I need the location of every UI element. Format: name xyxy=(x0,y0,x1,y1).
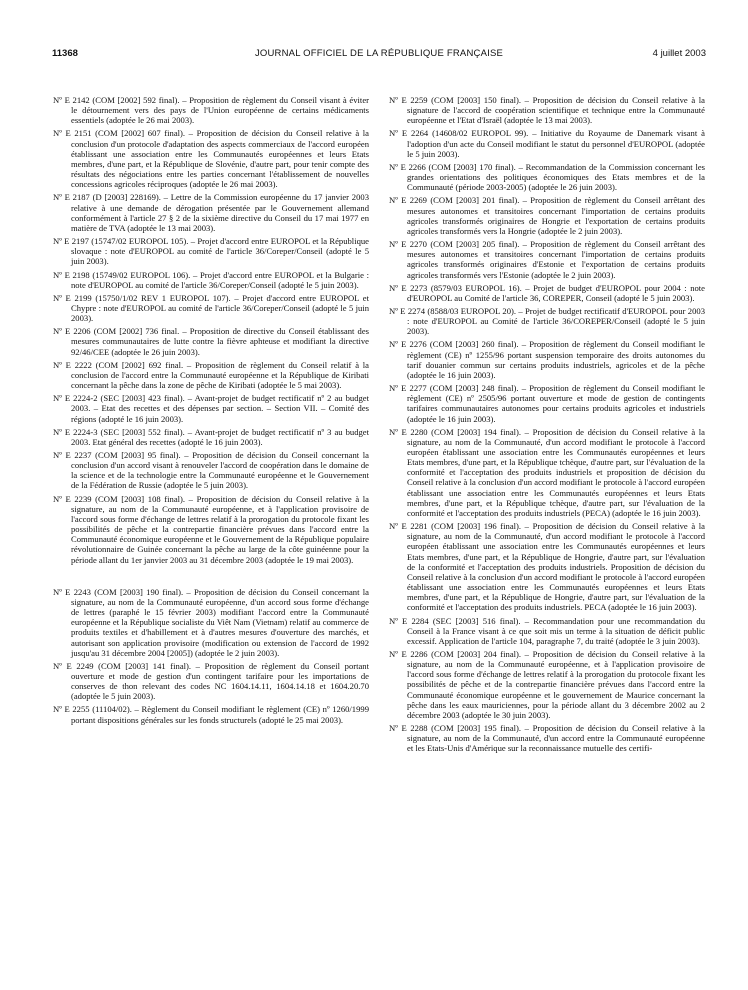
entry: Nº E 2266 (COM [2003] 170 final). – Recommandation de la Commission concernant les grandes orientations des politiques économiques des Etats membres et de la Communauté (période 2003-2005) (adoptée le 26 juin 2003). xyxy=(389,161,705,193)
entry: Nº E 2199 (15750/1/02 REV 1 EUROPOL 107). – Projet d'accord entre EUROPOL et Chypre : note d'EUROPOL au comité de l'article 36/Coreper/Conseil (adopté le 5 juin 2003). xyxy=(53,292,369,324)
entry: Nº E 2239 (COM [2003] 108 final). – Proposition de décision du Conseil relative à la signature, au nom de la Communauté européenne, et à l'application provisoire de l'accord sous forme d'échange de lettres relatif à la prorogation du protocole fixant les possibilités de pêche et la contrepartie financière prévues dans l'accord entre la Communauté économique européenne et le Gouvernement de la République populaire révolutionnaire de Guinée concernant la pêche au large de la côte guinéenne pour la période allant du 1er janvier 2003 au 31 décembre 2003 (adoptée le 19 mai 2003). xyxy=(53,493,369,565)
page-number: 11368 xyxy=(52,48,78,59)
entry: Nº E 2264 (14608/02 EUROPOL 99). – Initiative du Royaume de Danemark visant à l'adoption d'un acte du Conseil modifiant le statut du personnel d'EUROPOL (adoptée le 5 juin 2003). xyxy=(389,128,705,159)
entry: Nº E 2243 (COM [2003] 190 final). – Proposition de décision du Conseil concernant la signature, au nom de la Communauté européenne, d'un accord sous forme d'échange de lettres (paraphé le 15 février 2003) modifiant l'accord entre la Communauté européenne et la République socialiste du Viêt Nam (Vietnam) relatif au commerce de produits textiles et d'habillement et à d'autres mesures d'ouverture des marchés, et autorisant son application provisoire (modification ou extension de l'accord de 1992 jusqu'au 31 décembre 2004 [2005]) (adoptée le 2 juin 2003). xyxy=(53,586,369,658)
entry: Nº E 2206 (COM [2002] 736 final. – Proposition de directive du Conseil établissant des mesures communautaires de lutte contre la fièvre aphteuse et modifiant la directive 92/46/CEE (adoptée le 26 juin 2003). xyxy=(53,326,369,357)
entry: Nº E 2276 (COM [2003] 260 final). – Proposition de règlement du Conseil modifiant le règlement (CE) nº 1255/96 portant suspension temporaire des droits autonomes du tarif douanier commun sur certains produits industriels, agricoles et de la pêche (adoptée le 16 juin 2003). xyxy=(389,339,705,380)
page-header xyxy=(52,48,706,64)
entry: Nº E 2269 (COM [2003] 201 final). – Proposition de règlement du Conseil arrêtant des mesures autonomes et transitoires concernant l'importation de certains produits agricoles transformés originaires de Hongrie et l'exportation de certains produits agricoles transformés vers la Hongrie (adoptée le 2 juin 2003). xyxy=(389,195,705,236)
entry: Nº E 2280 (COM [2003] 194 final). – Proposition de décision du Conseil relative à la signature, au nom de la Communauté, d'un accord modifiant le protocole à l'accord européen établissant une association entre les Communautés européennes et leurs Etats membres, d'une part, et la République tchèque, d'autre part, sur l'évaluation de la conformité et l'acceptation des produits industriels et proposition de décision du Conseil relative à la conclusion d'un accord modifiant le protocole à l'accord européen établissant une association entre les Communautés européennes et leurs Etats membres, d'une part, et la République tchèque, d'autre part, sur l'évaluation de la conformité et l'acceptation des produits industriels (PECA) (adoptée le 16 juin 2003). xyxy=(389,426,705,518)
entry: Nº E 2288 (COM [2003] 195 final). – Proposition de décision du Conseil relative à la signature, au nom de la Communauté, d'un accord entre la Communauté européenne et les Etats-Unis d'Amérique sur la reconnaissance mutuelle des certifi- xyxy=(389,723,705,754)
entry: Nº E 2274 (8588/03 EUROPOL 20). – Projet de budget rectificatif d'EUROPOL pour 2003 : note d'EUROPOL au Comité de l'article 36/COREPER/Conseil (adopté le 5 juin 2003). xyxy=(389,305,705,337)
entry: Nº E 2142 (COM [2002] 592 final). – Proposition de règlement du Conseil visant à éviter le détournement vers des pays de l'Union européenne de certains médicaments essentiels (adoptée le 26 mai 2003). xyxy=(53,95,369,126)
left-column xyxy=(53,95,369,728)
entry: Nº E 2198 (15749/02 EUROPOL 106). – Projet d'accord entre EUROPOL et la Bulgarie : note d'EUROPOL au comité de l'article 36/Coreper/Conseil (adopté le 5 juin 2003). xyxy=(53,269,369,290)
entry: Nº E 2222 (COM [2002] 692 final. – Proposition de règlement du Conseil relatif à la conclusion de l'accord entre la Communauté européenne et la République de Kiribati concernant la pêche dans la zone de pêche de Kiribati (adoptée le 5 mai 2003). xyxy=(53,359,369,391)
entry: Nº E 2286 (COM [2003] 204 final). – Proposition de décision du Conseil relative à la signature, au nom de la Communauté européenne, et à l'application provisoire de l'accord sous forme d'échange de lettres relatif à la prorogation du protocole fixant les possibilités de pêche et de la contrepartie financière prévues dans l'accord entre la Communauté économique européenne et le gouvernement de Maurice concernant la pêche dans les eaux mauriciennes, pour la période allant du 3 décembre 2002 au 2 décembre 2003 (adoptée le 30 juin 2003). xyxy=(389,648,705,720)
entry: Nº E 2270 (COM [2003] 205 final). – Proposition de règlement du Conseil arrêtant des mesures autonomes et transitoires concernant l'importation de certains produits agricoles transformés originaires d'Estonie et l'exportation de certains produits agricoles transformés vers l'Estonie (adoptée le 2 juin 2003). xyxy=(389,239,705,280)
entry: Nº E 2273 (8579/03 EUROPOL 16). – Projet de budget d'EUROPOL pour 2004 : note d'EUROPOL au Comité de l'article 36, COREPER, Conseil (adopté le 5 juin 2003). xyxy=(389,282,705,303)
entry: Nº E 2197 (15747/02 EUROPOL 105). – Projet d'accord entre EUROPOL et la République slovaque : note d'EUROPOL au comité de l'article 36/Coreper/Conseil (adopté le 5 juin 2003). xyxy=(53,236,369,267)
journal-title: JOURNAL OFFICIEL DE LA RÉPUBLIQUE FRANÇAISE xyxy=(254,48,504,59)
right-column xyxy=(389,95,705,757)
entry: Nº E 2277 (COM [2003] 248 final). – Proposition de règlement du Conseil modifiant le règlement (CE) nº 2505/96 portant ouverture et mode de gestion de contingents tarifaires communautaires autonomes pour certains produits agricoles et industriels (adoptée le 16 juin 2003). xyxy=(389,383,705,424)
entry: Nº E 2224-3 (SEC [2003] 552 final). – Avant-projet de budget rectificatif nº 3 au budget 2003. Etat général des recettes (adopté le 16 juin 2003). xyxy=(53,426,369,447)
entry: Nº E 2255 (11104/02). – Règlement du Conseil modifiant le règlement (CE) nº 1260/1999 portant dispositions générales sur les fonds structurels (adopté le 25 mai 2003). xyxy=(53,704,369,725)
entry: Nº E 2284 (SEC [2003] 516 final). – Recommandation pour une recommandation du Conseil à la France visant à ce que soit mis un terme à la situation de déficit public excessif. Application de l'article 104, paragraphe 7, du traité (adoptée le 3 juin 2003). xyxy=(389,615,705,646)
publication-date: 4 juillet 2003 xyxy=(652,48,706,59)
entry: Nº E 2237 (COM [2003] 95 final). – Proposition de décision du Conseil concernant la conclusion d'un accord visant à renouveler l'accord de coopération dans le domaine de la science et de la technologie entre la Communauté européenne et le Gouvernement de la Fédération de Russie (adoptée le 5 juin 2003). xyxy=(53,450,369,491)
entry: Nº E 2224-2 (SEC [2003] 423 final). – Avant-projet de budget rectificatif nº 2 au budget 2003. – Etat des recettes et des dépenses par section. – Section VII. – Comité des régions (adopté le 16 juin 2003). xyxy=(53,393,369,424)
entry: Nº E 2187 (D [2003] 228169). – Lettre de la Commission européenne du 17 janvier 2003 relative à une demande de dérogation présentée par le Gouvernement allemand conformément à l'article 27 § 2 de la sixième directive du Conseil du 17 mai 1977 en matière de TVA (adoptée le 13 mai 2003). xyxy=(53,192,369,233)
entry: Nº E 2259 (COM [2003] 150 final). – Proposition de décision du Conseil relative à la signature de l'accord de coopération scientifique et technique entre la Communauté européenne et l'Etat d'Israël (adoptée le 13 mai 2003). xyxy=(389,95,705,126)
entry: Nº E 2151 (COM [2002] 607 final). – Proposition de décision du Conseil relative à la conclusion d'un protocole d'adaptation des aspects commerciaux de l'accord européen établissant une association entre les Communautés européennes et leurs Etats membres, d'une part, et la République de Slovénie, d'autre part, pour tenir compte des résultats des négociations entre les parties concernant l'établissement de nouvelles concessions agricoles réciproques (adoptée le 26 mai 2003). xyxy=(53,128,369,190)
entry: Nº E 2281 (COM [2003] 196 final). – Proposition de décision du Conseil relative à la signature, au nom de la Communauté, d'un accord modifiant le protocole à l'accord européen établissant une association entre les Communautés européennes et leurs Etats membres, d'une part, et la République de Hongrie, d'autre part, sur l'évaluation de la conformité et l'acceptation des produits industriels. Proposition de décision du Conseil relative à la conclusion d'un accord modifiant le protocole à l'accord européen établissant une association entre les Communautés européennes et leurs Etats membres, d'une part, et la République de Hongrie, d'autre part, sur l'évaluation de la conformité et l'acceptation des produits industriels. PECA (adoptée le 16 juin 2003). xyxy=(389,521,705,613)
entry: Nº E 2249 (COM [2003] 141 final). – Proposition de règlement du Conseil portant ouverture et mode de gestion d'un contingent tarifaire pour les importations de conserves de thon relevant des codes NC 1604.14.11, 1604.14.18 et 1604.20.70 (adoptée le 5 juin 2003). xyxy=(53,660,369,702)
